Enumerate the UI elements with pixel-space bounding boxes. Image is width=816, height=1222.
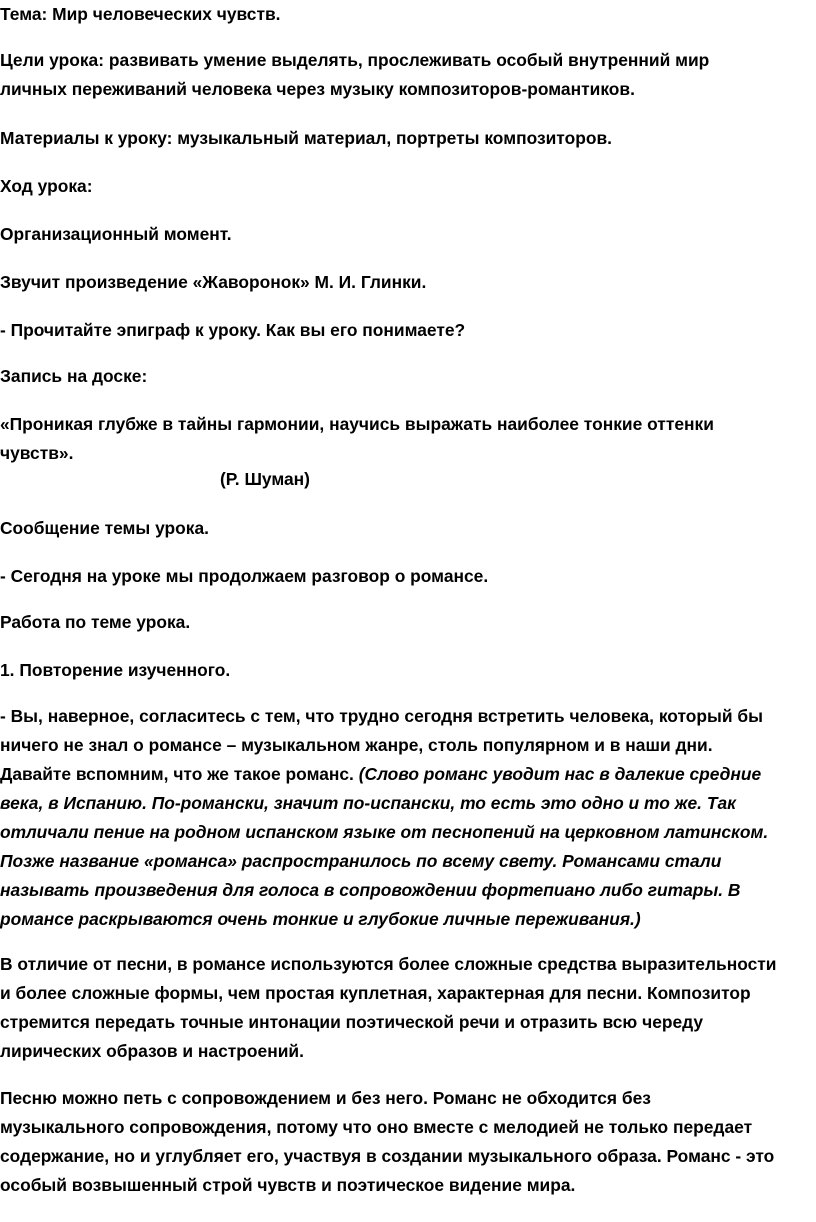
para1-line-5: отличали пение на родном испанском языке от песнопений на церковном латинском. bbox=[0, 822, 769, 842]
epigraph-line-2: чувств». bbox=[0, 443, 74, 463]
goals-paragraph bbox=[0, 46, 812, 104]
para1-line-7: называть произведения для голоса в сопровождении фортепиано либо гитары. В bbox=[0, 880, 741, 900]
para1-line-6: Позже название «романса» распространилось по всему свету. Романсами стали bbox=[0, 851, 722, 871]
para3-line-2: музыкального сопровождения, потому что оно вместе с мелодией не только передает bbox=[0, 1117, 753, 1137]
org-moment-line bbox=[0, 220, 812, 249]
goals-line-2: личных переживаний человека через музыку композиторов-романтиков. bbox=[0, 79, 635, 99]
board-note-line bbox=[0, 362, 812, 391]
repeat-text: 1. Повторение изученного. bbox=[0, 660, 231, 680]
para2-line-1: В отличие от песни, в романсе используются более сложные средства выразительности bbox=[0, 954, 777, 974]
org-moment-text: Организационный момент. bbox=[0, 224, 232, 244]
paragraph-romance-vs-song bbox=[0, 950, 812, 1066]
course-text: Ход урока: bbox=[0, 176, 93, 196]
today-text: - Сегодня на уроке мы продолжаем разговор о романсе. bbox=[0, 566, 489, 586]
topic-text: Тема: Мир человеческих чувств. bbox=[0, 4, 281, 24]
para2-line-2: и более сложные формы, чем простая куплетная, характерная для песни. Композитор bbox=[0, 983, 751, 1003]
topic-message-line bbox=[0, 514, 812, 543]
epigraph-line-1: «Проникая глубже в тайны гармонии, научись выражать наиболее тонкие оттенки bbox=[0, 414, 714, 434]
sounds-text: Звучит произведение «Жаворонок» М. И. Глинки. bbox=[0, 272, 427, 292]
epigraph-quote bbox=[0, 410, 812, 468]
paragraph-romance-history bbox=[0, 702, 812, 934]
para3-line-1: Песню можно петь с сопровождением и без него. Романс не обходится без bbox=[0, 1088, 651, 1108]
work-line bbox=[0, 608, 812, 637]
para1-line-8: романсе раскрываются очень тонкие и глубокие личные переживания.) bbox=[0, 909, 641, 929]
para1-line-1: - Вы, наверное, согласитесь с тем, что трудно сегодня встретить человека, который бы bbox=[0, 706, 763, 726]
para1-line-3 bbox=[0, 760, 812, 789]
work-text: Работа по теме урока. bbox=[0, 612, 191, 632]
materials-text: Материалы к уроку: музыкальный материал, портреты композиторов. bbox=[0, 128, 612, 148]
goals-line-1: Цели урока: развивать умение выделять, прослеживать особый внутренний мир bbox=[0, 50, 710, 70]
repeat-line bbox=[0, 656, 812, 685]
topic-message-text: Сообщение темы урока. bbox=[0, 518, 209, 538]
para1-line-4: века, в Испанию. По-романски, значит по-испански, то есть это одно и то же. Так bbox=[0, 793, 736, 813]
para2-line-3: стремится передать точные интонации поэтической речи и отразить всю череду bbox=[0, 1012, 704, 1032]
para2-line-4: лирических образов и настроений. bbox=[0, 1041, 304, 1061]
topic-line bbox=[0, 0, 812, 29]
materials-line bbox=[0, 124, 812, 153]
board-note-text: Запись на доске: bbox=[0, 366, 148, 386]
today-line bbox=[0, 562, 812, 591]
epigraph-author: (Р. Шуман) bbox=[220, 469, 310, 489]
para3-line-4: особый возвышенный строй чувств и поэтическое видение мира. bbox=[0, 1175, 576, 1195]
para1-line-2: ничего не знал о романсе – музыкальном жанре, столь популярном и в наши дни. bbox=[0, 735, 713, 755]
course-heading bbox=[0, 172, 812, 201]
read-epigraph-line bbox=[0, 316, 812, 345]
para3-line-3: содержание, но и углубляет его, участвуя в создании музыкального образа. Романс - это bbox=[0, 1146, 775, 1166]
para1-line-3-regular: Давайте вспомним, что же такое романс. bbox=[0, 764, 359, 784]
sounds-line bbox=[0, 268, 812, 297]
para1-line-3-italic: (Слово романс уводит нас в далекие средние bbox=[358, 764, 762, 784]
paragraph-accompaniment bbox=[0, 1084, 812, 1200]
read-epigraph-text: - Прочитайте эпиграф к уроку. Как вы его понимаете? bbox=[0, 320, 466, 340]
